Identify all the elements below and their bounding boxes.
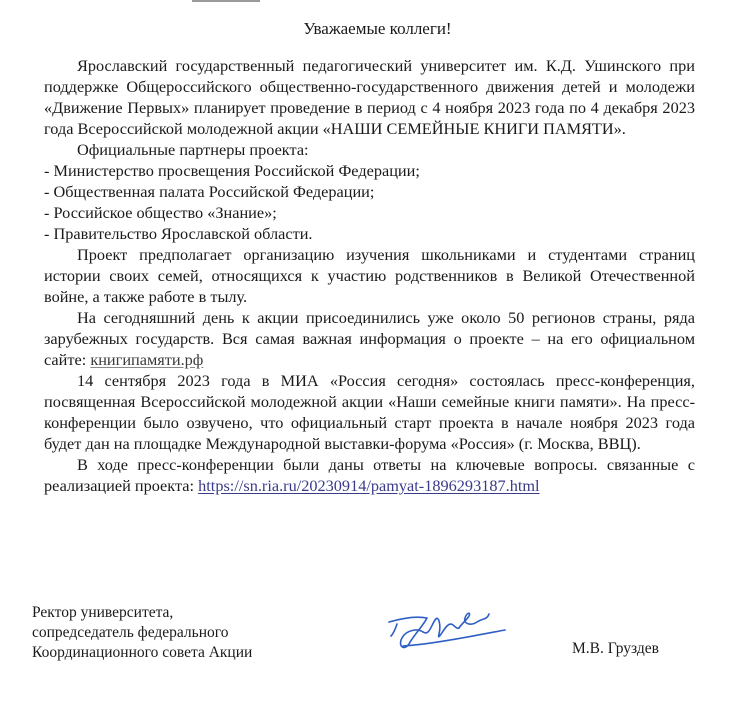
partner-item-2: - Общественная палата Российской Федерации; — [44, 182, 375, 201]
partner-item-1: - Министерство просвещения Российской Федерации; — [44, 161, 420, 180]
paragraph-regions — [44, 307, 695, 370]
signatory-title-line-3: Координационного совета Акции — [32, 644, 253, 661]
paragraph-press: 14 сентября 2023 года в МИА «Россия сегодня» состоялась пресс-конференция, посвященная Всероссийской молодежной акции «Наши семейные книги памяти». На пресс-конференции было озвучено, что официальный старт проекта в начале ноября 2023 года будет дан на площадке Международной выставки-форума «Россия» (г. Москва, ВВЦ). — [44, 371, 695, 453]
signatory-title-line-1: Ректор университета, — [32, 604, 174, 621]
signatory-name: М.В. Груздев — [572, 640, 659, 657]
paragraph-project: Проект предполагает организацию изучения школьниками и студентами страниц истории своих семей, относящихся к участию родственников в Великой Отечественной войне, а также работе в тылу. — [44, 245, 695, 306]
official-site-link[interactable]: книгипамяти.рф — [90, 350, 204, 369]
letter-body — [44, 55, 695, 496]
paragraph-regions-text: На сегодняшний день к акции присоединились уже около 50 регионов страны, ряда зарубежных государств. Вся самая важная информация о проекте – на его официальном сайте: — [44, 308, 695, 369]
signatory-title — [32, 603, 252, 663]
paragraph-answers — [44, 454, 695, 496]
partner-item-3: - Российское общество «Знание»; — [44, 203, 277, 222]
partners-title: Официальные партнеры проекта: — [77, 140, 309, 159]
top-edge-mark — [192, 0, 260, 2]
paragraph-answers-text: В ходе пресс-конференции были даны ответы на ключевые вопросы. связанные с реализацией проекта: — [44, 455, 695, 495]
partner-item-4: - Правительство Ярославской области. — [44, 224, 313, 243]
signatory-title-line-2: сопредседатель федерального — [32, 624, 229, 641]
ria-article-link[interactable]: https://sn.ria.ru/20230914/pamyat-1896293187.html — [198, 476, 540, 495]
handwritten-signature — [383, 600, 513, 660]
paragraph-intro: Ярославский государственный педагогический университет им. К.Д. Ушинского при поддержке Общероссийского общественно-государственного движения детей и молодежи «Движение Первых» планирует проведение в период с 4 ноября 2023 года по 4 декабря 2023 года Всероссийской молодежной акции «НАШИ СЕМЕЙНЫЕ КНИГИ ПАМЯТИ». — [44, 56, 695, 138]
letter-greeting: Уважаемые коллеги! — [303, 19, 452, 38]
